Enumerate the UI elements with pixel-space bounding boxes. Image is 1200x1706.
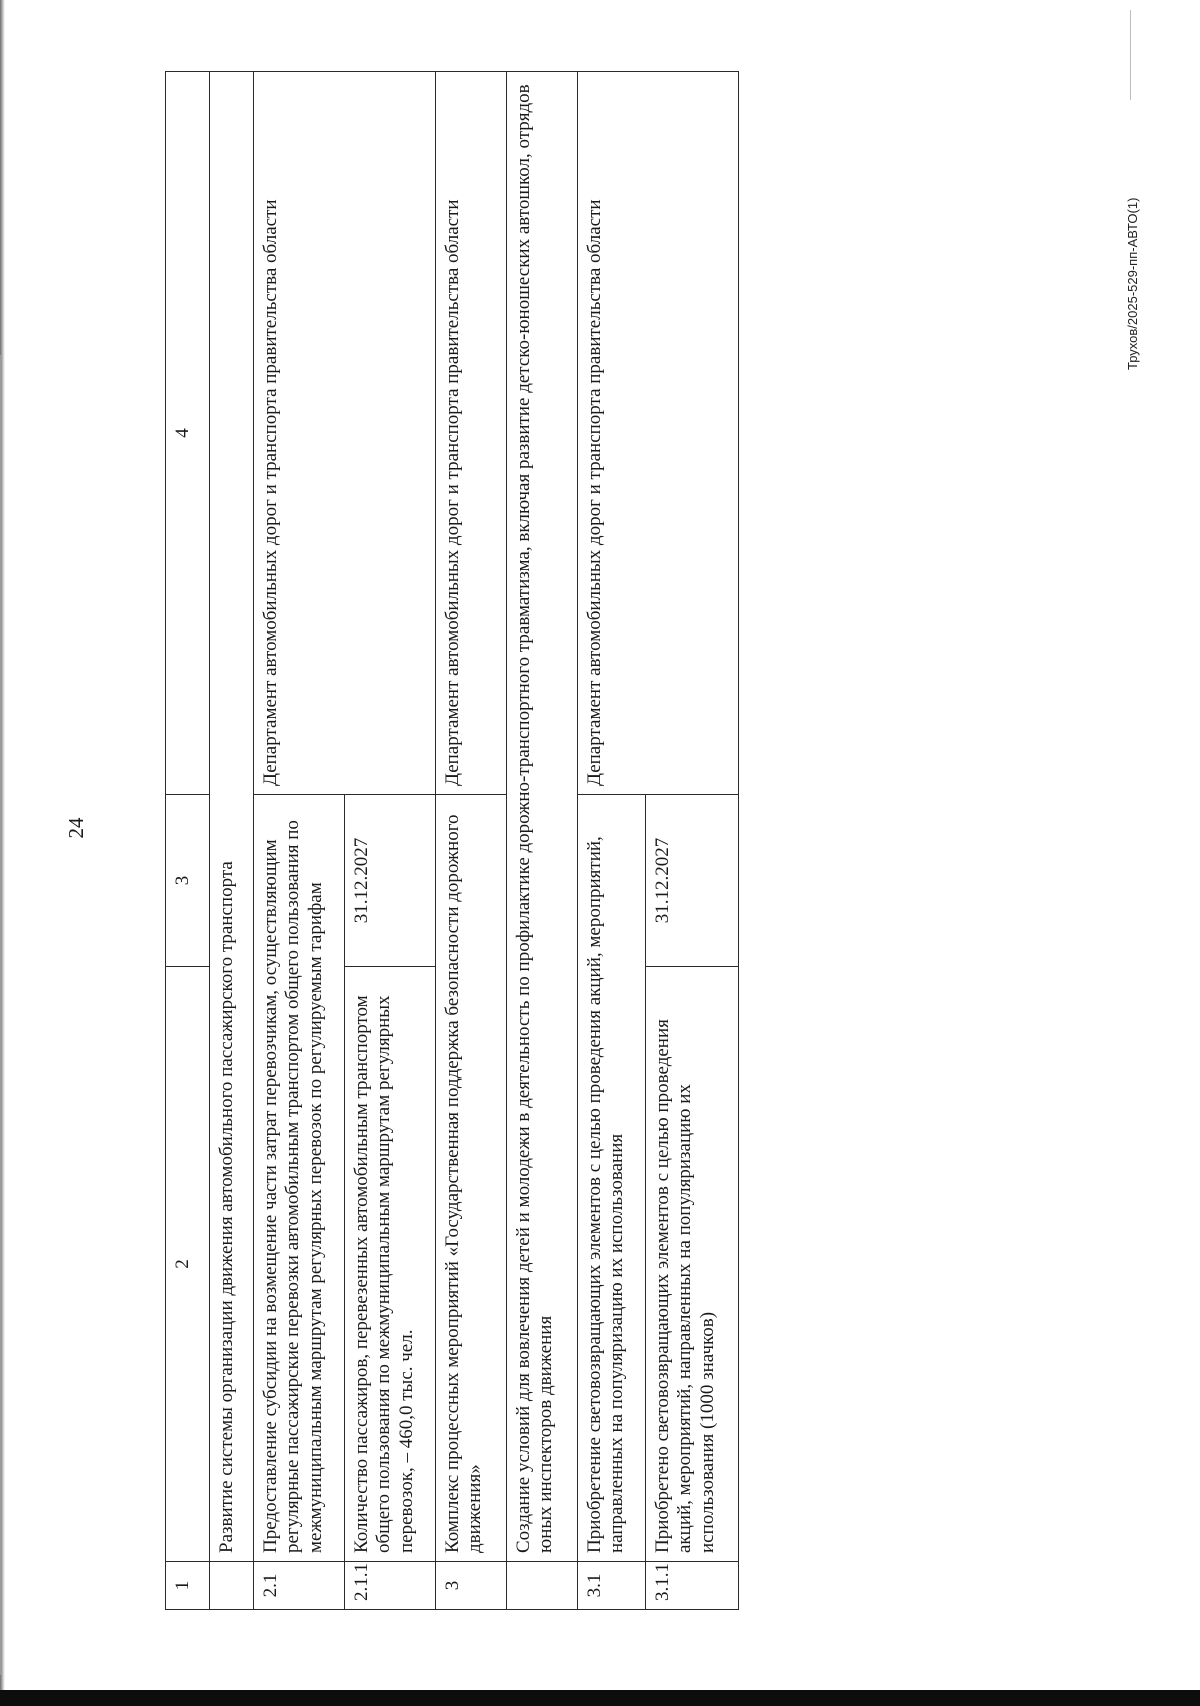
table-row: [578, 72, 646, 1610]
responsible-cell: Департамент автомобильных дорог и транспорта правительства области: [436, 72, 507, 795]
table-row: [436, 72, 507, 1610]
scan-artifact-line: [1130, 10, 1131, 100]
date-cell: 31.12.2027: [345, 795, 436, 967]
row-number: 2.1: [254, 1562, 345, 1610]
header-col-3: 3: [166, 795, 210, 967]
responsible-cell: Департамент автомобильных дорог и транспорта правительства области: [254, 72, 436, 795]
header-col-4: 4: [166, 72, 210, 795]
row-number: 3.1: [578, 1562, 646, 1610]
row-text: Приобретение световозвращающих элементов с целью проведения акций, мероприятий, направленных на популяризацию их использования: [578, 795, 646, 1562]
rotated-table: [165, 72, 800, 1610]
header-col-2: 2: [166, 967, 210, 1562]
row-text: Количество пассажиров, перевезенных автомобильным транспортом общего пользования по межмуниципальным маршрутам регулярных перевозок, – 460,0 тыс. чел.: [345, 967, 436, 1562]
date-cell: 31.12.2027: [646, 795, 739, 967]
header-col-1: 1: [166, 1562, 210, 1610]
table-header-row: [166, 72, 210, 1610]
document-code: Трухов/2025-529-пп-АВТО(1): [1125, 197, 1140, 370]
row-number: 2.1.1: [345, 1562, 436, 1610]
table-row: [254, 72, 345, 1610]
row-text: Предоставление субсидии на возмещение части затрат перевозчикам, осуществляющим регулярные пассажирские перевозки автомобильным транспортом общего пользования по межмуниципальным маршрутам регулярных перевозок по регулируемым тарифам: [254, 795, 345, 1562]
row-number: 3: [436, 1562, 507, 1610]
scan-edge-bottom: [0, 1690, 1200, 1706]
row-number: 3.1.1: [646, 1562, 739, 1610]
table-row: [507, 72, 578, 1610]
scan-artifact-line: [0, 355, 2, 1675]
page-number: 24: [64, 817, 88, 839]
plan-table: [165, 71, 739, 1610]
responsible-cell: Департамент автомобильных дорог и транспорта правительства области: [578, 72, 739, 795]
empty-num-cell: [507, 1562, 578, 1610]
section-title: Создание условий для вовлечения детей и молодежи в деятельность по профилактике дорожно-транспортного травматизма, включая развитие детско-юношеских автошкол, отрядов юных инспекторов движения: [507, 72, 578, 1562]
section-title: Развитие системы организации движения автомобильного пассажирского транспорта: [210, 72, 254, 1562]
row-text: Комплекс процессных мероприятий «Государственная поддержка безопасности дорожного движения»: [436, 795, 507, 1562]
empty-num-cell: [210, 1562, 254, 1610]
table-row: [210, 72, 254, 1610]
row-text: Приобретено световозвращающих элементов с целью проведения акций, мероприятий, направленных на популяризацию их использования (1000 значков): [646, 967, 739, 1562]
